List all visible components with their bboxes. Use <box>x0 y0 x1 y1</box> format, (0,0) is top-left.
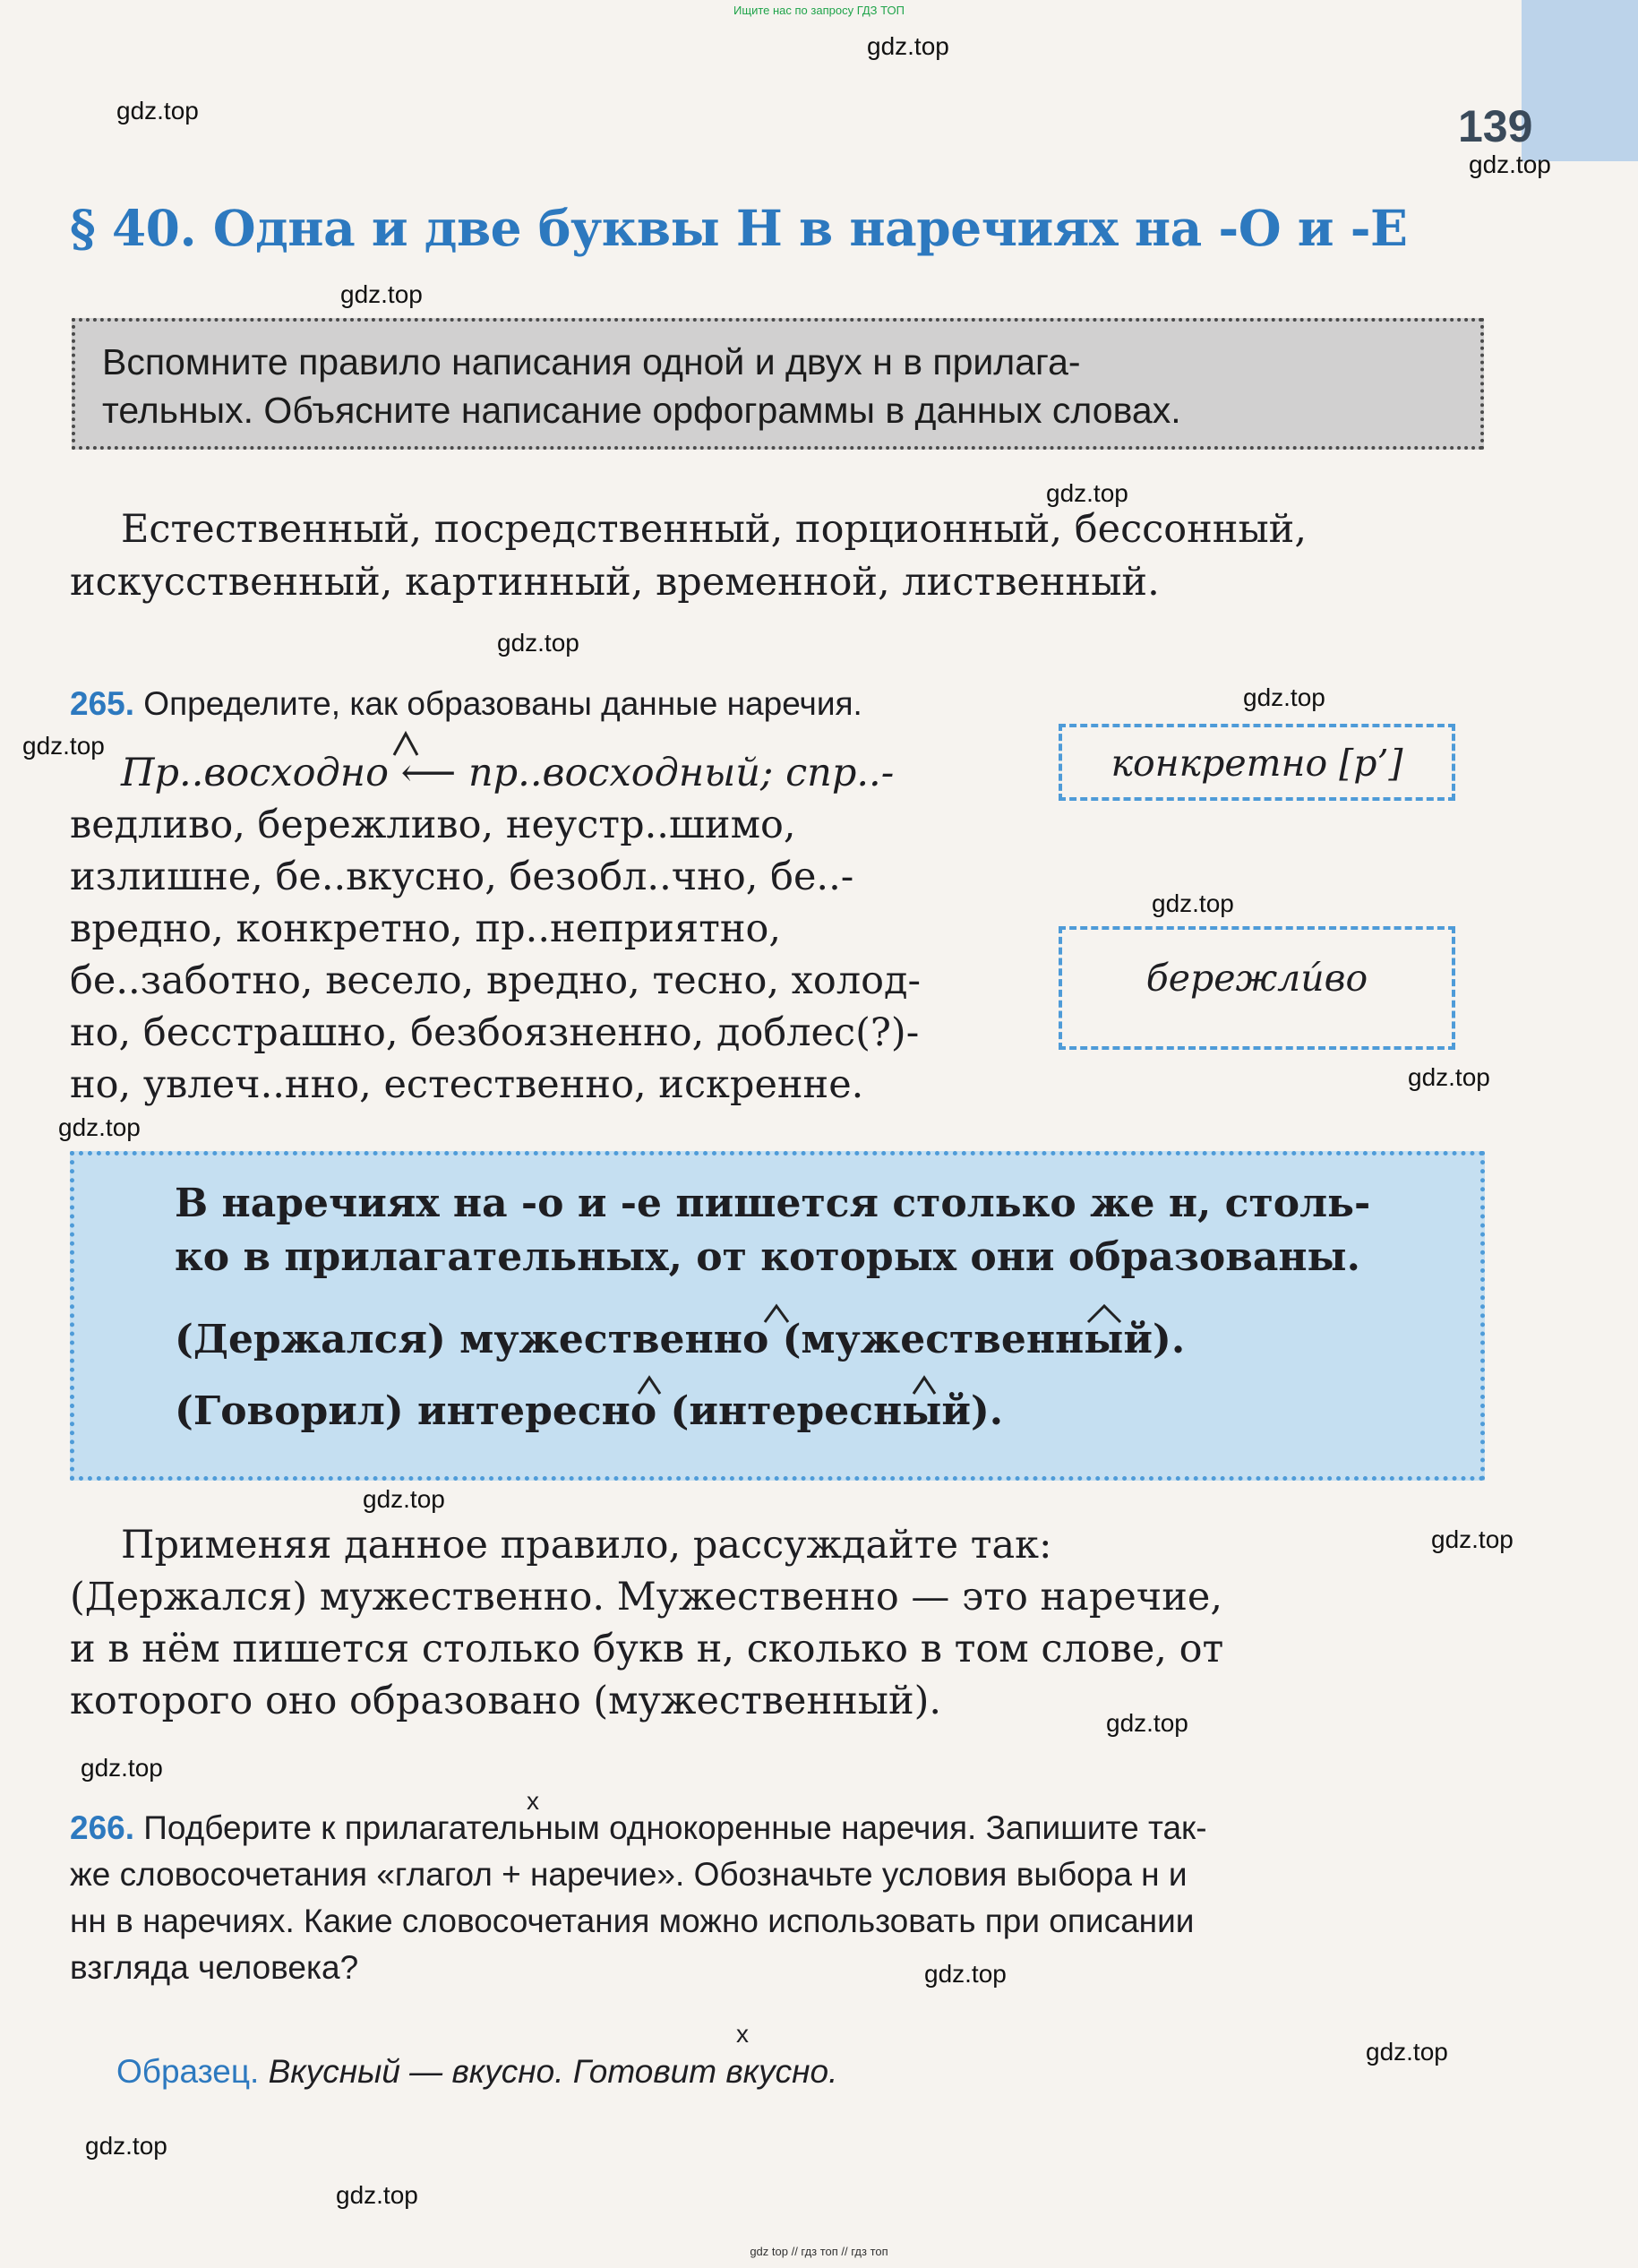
suffix-mark-icon <box>392 730 419 757</box>
suffix-mark-icon <box>912 1376 937 1396</box>
watermark: gdz.top <box>1243 683 1325 711</box>
bottom-note: gdz top // гдз топ // гдз топ <box>750 2245 888 2258</box>
reasoning-line-3: и в нём пишется столько букв н, сколько в том слове, от <box>70 1627 1224 1671</box>
sidebox-stress-text: бережли́во <box>1145 957 1368 1000</box>
section-title: § 40. Одна и две буквы Н в наречиях на -О и -Е <box>70 199 1408 257</box>
exercise-266-line-2: же словосочетания «глагол + наречие». Обозначьте условия выбора н и <box>70 1856 1188 1893</box>
top-note: Ищите нас по запросу ГДЗ ТОП <box>733 4 905 17</box>
page-number: 139 <box>1458 101 1533 151</box>
exercise-number: 266. <box>70 1809 135 1846</box>
reasoning-line-2: (Держался) мужественно. Мужественно — это наречие, <box>70 1575 1222 1619</box>
watermark: gdz.top <box>497 629 579 657</box>
watermark: gdz.top <box>1408 1063 1490 1091</box>
exercise-instruction: Определите, как образованы данные наречия. <box>143 685 862 722</box>
watermark: gdz.top <box>336 2181 418 2209</box>
ex265-line-1: Пр..восходно ⟵ пр..восходный; спр..- <box>121 751 895 795</box>
watermark: gdz.top <box>81 1754 163 1782</box>
watermark: gdz.top <box>22 732 105 760</box>
sidebox-stress <box>1059 926 1455 1050</box>
watermark: gdz.top <box>340 280 423 308</box>
task-line-2: тельных. Объясните написание орфограммы в данных словах. <box>102 390 1181 431</box>
ex265-line-2: ведливо, бережливо, неустр..шимо, <box>70 803 796 847</box>
suffix-mark-icon <box>1086 1304 1122 1324</box>
watermark: gdz.top <box>924 1960 1007 1988</box>
rule-line-1: В наречиях на -о и -е пишется столько же н, столь- <box>175 1181 1371 1226</box>
watermark: gdz.top <box>867 32 949 60</box>
word-list-line-1: Естественный, посредственный, порционный, бессонный, <box>121 507 1307 552</box>
sidebox-pronunciation <box>1059 724 1455 801</box>
rule-example-1: (Держался) мужественно (мужественный). <box>175 1317 1186 1362</box>
sidebox-pronunciation-text: конкретно [р’] <box>1111 742 1403 785</box>
watermark: gdz.top <box>85 2132 167 2160</box>
watermark: gdz.top <box>1366 2038 1448 2066</box>
suffix-mark-icon <box>637 1376 662 1396</box>
word-list-line-2: искусственный, картинный, временной, лиственный. <box>70 560 1160 605</box>
watermark: gdz.top <box>1469 150 1551 178</box>
rule-line-2: ко в прилагательных, от которых они образованы. <box>175 1234 1360 1280</box>
watermark: gdz.top <box>1046 479 1128 507</box>
exercise-266-line-1 <box>70 1809 1207 1847</box>
ex265-line-4: вредно, конкретно, пр..неприятно, <box>70 906 782 951</box>
reasoning-line-4: которого оно образовано (мужественный). <box>70 1679 942 1723</box>
task-box <box>72 318 1484 450</box>
suffix-mark-icon <box>763 1304 790 1324</box>
reasoning-line-1: Применяя данное правило, рассуждайте так: <box>121 1523 1052 1568</box>
watermark: gdz.top <box>116 97 199 125</box>
exercise-265-header <box>70 685 862 723</box>
watermark: gdz.top <box>363 1485 445 1513</box>
watermark: gdz.top <box>1106 1709 1188 1737</box>
task-line-1: Вспомните правило написания одной и двух н в прилага- <box>102 341 1081 382</box>
sample-line <box>116 2053 837 2091</box>
ex265-line-5: бе..заботно, весело, вредно, тесно, холод- <box>70 958 922 1003</box>
watermark: gdz.top <box>1152 889 1234 917</box>
ex265-line-6: но, бесстрашно, безбоязненно, доблес(?)- <box>70 1010 920 1055</box>
exercise-266-text-1: Подберите к прилагательным однокоренные наречия. Запишите так- <box>143 1809 1207 1846</box>
exercise-266-line-3: нн в наречиях. Какие словосочетания можно использовать при описании <box>70 1903 1195 1939</box>
exercise-number: 265. <box>70 685 135 722</box>
rule-box <box>70 1151 1485 1481</box>
rule-example-2: (Говорил) интересно (интересный). <box>175 1388 1004 1434</box>
task-box-text <box>102 338 1454 434</box>
ex265-line-7: но, увлеч..нно, естественно, искренне. <box>70 1062 864 1107</box>
page-corner-tab <box>1522 0 1638 161</box>
exercise-266-line-4: взгляда человека? <box>70 1949 359 1986</box>
watermark: gdz.top <box>1431 1525 1514 1553</box>
mark-x: x <box>527 1787 539 1815</box>
mark-x: x <box>736 2020 749 2048</box>
watermark: gdz.top <box>58 1113 141 1141</box>
sample-text: Вкусный — вкусно. Готовит вкусно. <box>268 2053 838 2090</box>
ex265-line-3: излишне, бе..вкусно, безобл..чно, бе..- <box>70 855 854 899</box>
sample-label: Образец. <box>116 2053 260 2090</box>
